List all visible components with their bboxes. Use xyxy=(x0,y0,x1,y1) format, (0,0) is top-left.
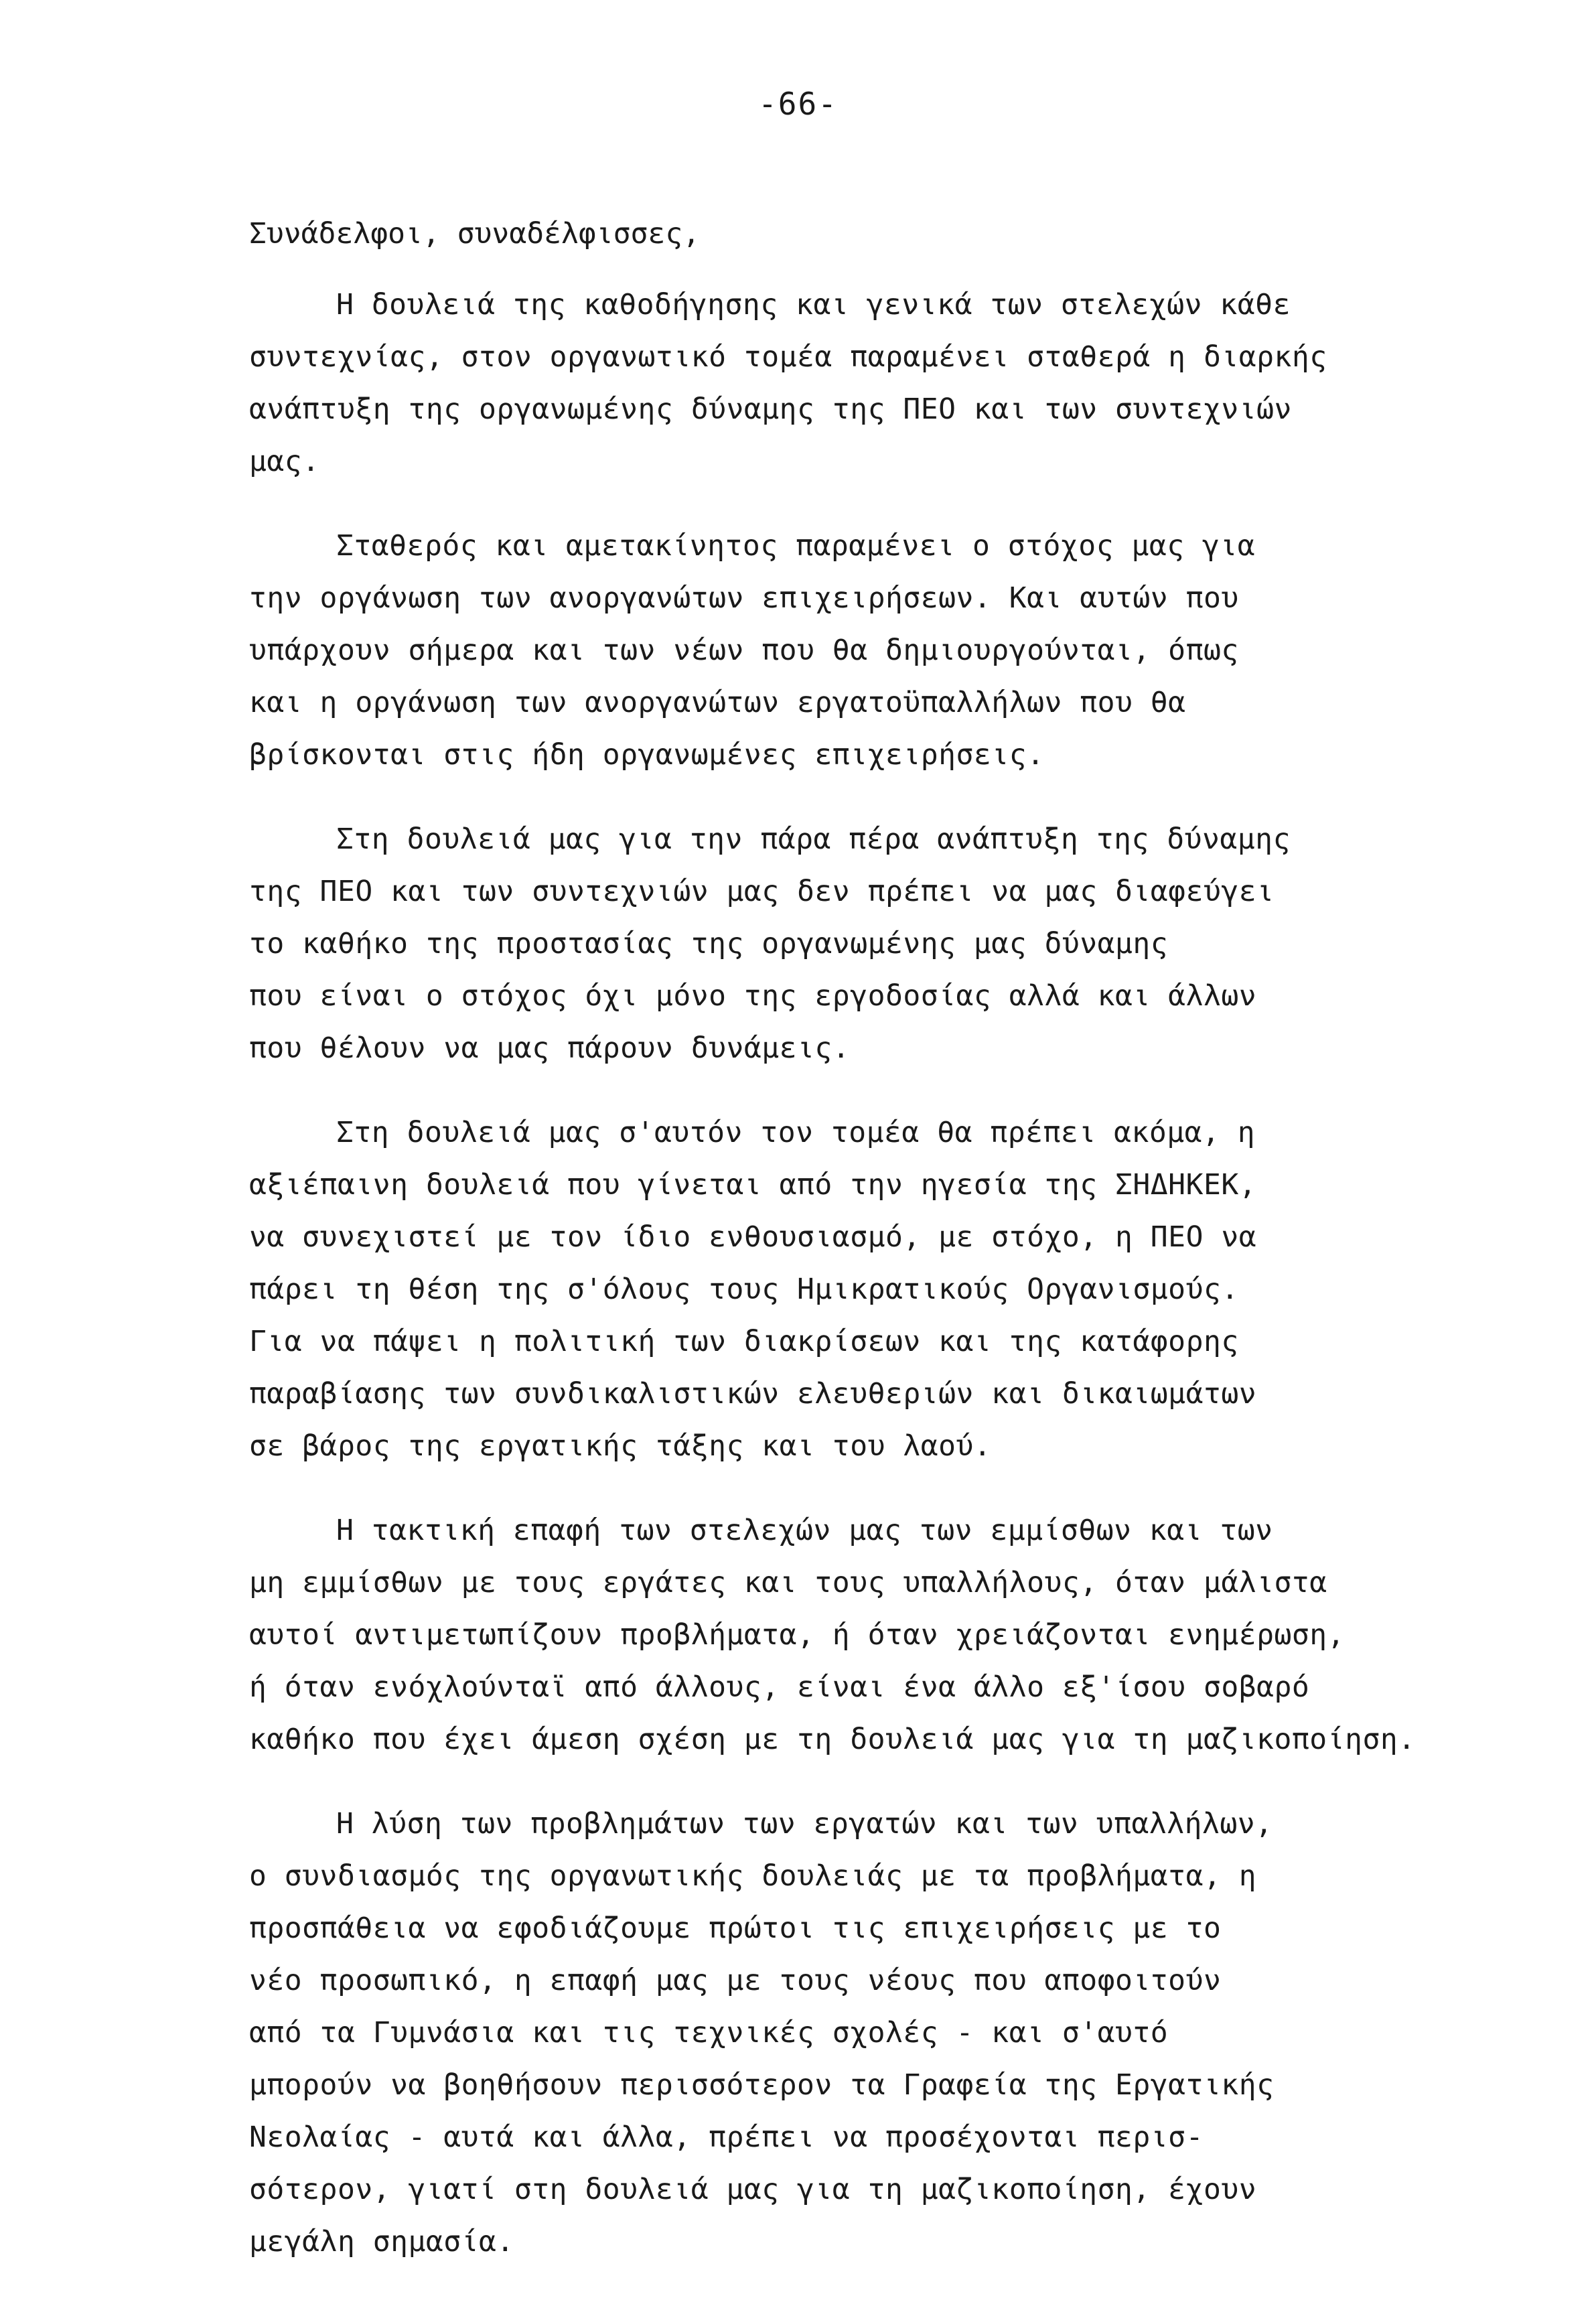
text-line: καθήκο που έχει άμεση σχέση με τη δουλειά μας για τη μαζικοποίηση. xyxy=(249,1723,1416,1756)
paragraph-6 xyxy=(249,1798,1522,2268)
text-line: αυτοί αντιμετωπίζουν προβλήματα, ή όταν χρειάζονται ενημέρωση, xyxy=(249,1618,1346,1652)
text-line: νέο προσωπικό, η επαφή μας με τους νέους που αποφοιτούν xyxy=(249,1964,1222,1997)
text-line: προσπάθεια να εφοδιάζουμε πρώτοι τις επιχειρήσεις με το xyxy=(249,1912,1222,1945)
paragraph-3 xyxy=(249,813,1522,1074)
paragraph-1 xyxy=(249,279,1522,488)
text-line: παραβίασης των συνδικαλιστικών ελευθεριών και δικαιωμάτων xyxy=(249,1377,1257,1411)
text-line: μεγάλη σημασία. xyxy=(249,2225,514,2258)
text-line: υπάρχουν σήμερα και των νέων που θα δημιουργούνται, όπως xyxy=(249,634,1239,667)
text-line: μη εμμίσθων με τους εργάτες και τους υπαλλήλους, όταν μάλιστα xyxy=(249,1566,1327,1599)
text-line: σε βάρος της εργατικής τάξης και του λαού. xyxy=(249,1429,992,1463)
text-line: ή όταν ενόχλούνταϊ από άλλους, είναι ένα άλλο εξ'ίσου σοβαρό xyxy=(249,1670,1310,1704)
text-line: μας. xyxy=(249,445,320,478)
text-line: Για να πάψει η πολιτική των διακρίσεων και της κατάφορης xyxy=(249,1325,1239,1358)
paragraph-2 xyxy=(249,520,1522,781)
text-line: και η οργάνωση των ανοργανώτων εργατοϋπαλλήλων που θα xyxy=(249,686,1186,719)
text-line: Στη δουλειά μας για την πάρα πέρα ανάπτυξη της δύναμης xyxy=(336,822,1291,856)
text-line: πάρει τη θέση της σ'όλους τους Ημικρατικούς Οργανισμούς. xyxy=(249,1273,1239,1306)
text-line: Σταθερός και αμετακίνητος παραμένει ο στόχος μας για xyxy=(336,529,1256,563)
text-line: Η λύση των προβλημάτων των εργατών και των υπαλλήλων, xyxy=(336,1807,1273,1841)
text-line: την οργάνωση των ανοργανώτων επιχειρήσεων. Και αυτών που xyxy=(249,581,1239,615)
text-line: αξιέπαινη δουλειά που γίνεται από την ηγεσία της ΣΗΔΗΚΕΚ, xyxy=(249,1168,1257,1202)
text-line: ανάπτυξη της οργανωμένης δύναμης της ΠΕΟ και των συντεχνιών xyxy=(249,392,1292,426)
text-line: Η τακτική επαφή των στελεχών μας των εμμίσθων και των xyxy=(336,1514,1273,1547)
text-line: βρίσκονται στις ήδη οργανωμένες επιχειρήσεις. xyxy=(249,738,1045,772)
text-line: συντεχνίας, στον οργανωτικό τομέα παραμένει σταθερά η διαρκής xyxy=(249,340,1327,374)
text-line: να συνεχιστεί με τον ίδιο ενθουσιασμό, με στόχο, η ΠΕΟ να xyxy=(249,1220,1257,1254)
body-text xyxy=(249,208,1522,2300)
paragraph-4 xyxy=(249,1106,1522,1472)
text-line: που είναι ο στόχος όχι μόνο της εργοδοσίας αλλά και άλλων xyxy=(249,979,1257,1013)
text-line: της ΠΕΟ και των συντεχνιών μας δεν πρέπει να μας διαφεύγει xyxy=(249,875,1275,908)
page-number: -66- xyxy=(758,86,838,122)
text-line: Η δουλειά της καθοδήγησης και γενικά των στελεχών κάθε xyxy=(336,288,1291,321)
text-line: Νεολαίας - αυτά και άλλα, πρέπει να προσέχονται περισ- xyxy=(249,2121,1204,2154)
text-line: από τα Γυμνάσια και τις τεχνικές σχολές - και σ'αυτό xyxy=(249,2016,1169,2050)
text-line: το καθήκο της προστασίας της οργανωμένης μας δύναμης xyxy=(249,927,1169,960)
paragraph-5 xyxy=(249,1504,1522,1766)
text-line: σότερον, γιατί στη δουλειά μας για τη μαζικοποίηση, έχουν xyxy=(249,2173,1257,2206)
text-line: που θέλουν να μας πάρουν δυνάμεις. xyxy=(249,1031,851,1065)
text-line: μπορούν να βοηθήσουν περισσότερον τα Γραφεία της Εργατικής xyxy=(249,2068,1275,2102)
salutation: Συνάδελφοι, συναδέλφισσες, xyxy=(249,217,701,250)
text-line: Στη δουλειά μας σ'αυτόν τον τομέα θα πρέπει ακόμα, η xyxy=(336,1116,1256,1149)
text-line: ο συνδιασμός της οργανωτικής δουλειάς με τα προβλήματα, η xyxy=(249,1859,1257,1893)
